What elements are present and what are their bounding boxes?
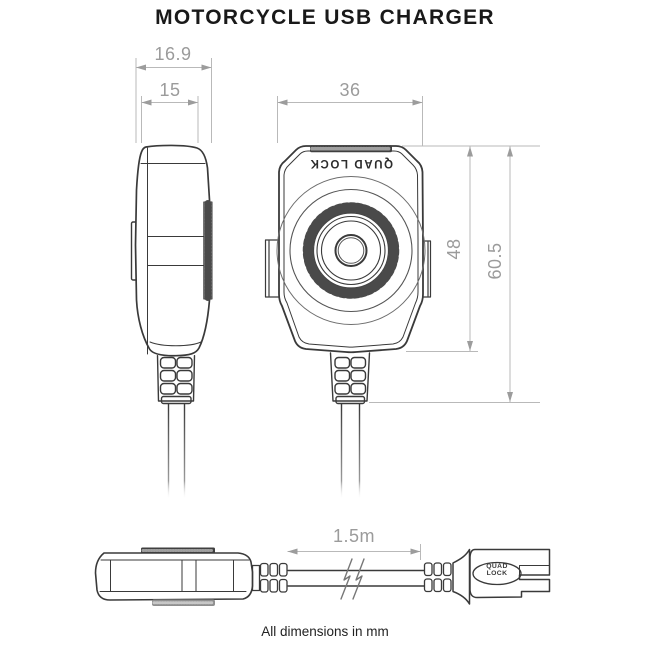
side-body-outline — [136, 145, 211, 355]
connector-logo-text — [475, 563, 519, 577]
front-strain-relief — [331, 353, 370, 404]
center-hole — [336, 235, 367, 266]
cable-break-icon — [341, 559, 364, 599]
connector-flare — [453, 550, 470, 605]
connector-logo-line2: LOCK — [486, 570, 508, 578]
side-strain-relief — [158, 356, 195, 404]
page-title: MOTORCYCLE USB CHARGER — [155, 6, 495, 29]
dim-label-side-overall-width: 16.9 — [154, 44, 192, 64]
dim-label-cable-length: 1.5m — [332, 526, 376, 546]
front-view — [266, 145, 431, 497]
side-view — [132, 145, 213, 497]
dim-label-front-width: 36 — [339, 80, 361, 100]
footer-note: All dimensions in mm — [261, 624, 389, 639]
device-strain-relief-horizontal — [253, 564, 288, 593]
connector-strain-relief — [425, 563, 452, 592]
side-cable — [169, 404, 185, 497]
dim-label-front-body-height: 48 — [443, 238, 464, 260]
brand-label-front: QUAD LOCK — [308, 157, 394, 170]
dim-label-side-body-width: 15 — [159, 80, 181, 100]
front-cable — [342, 404, 360, 497]
connector-logo-line1: QUAD — [486, 563, 508, 570]
dim-label-front-overall-height: 60.5 — [484, 242, 505, 280]
